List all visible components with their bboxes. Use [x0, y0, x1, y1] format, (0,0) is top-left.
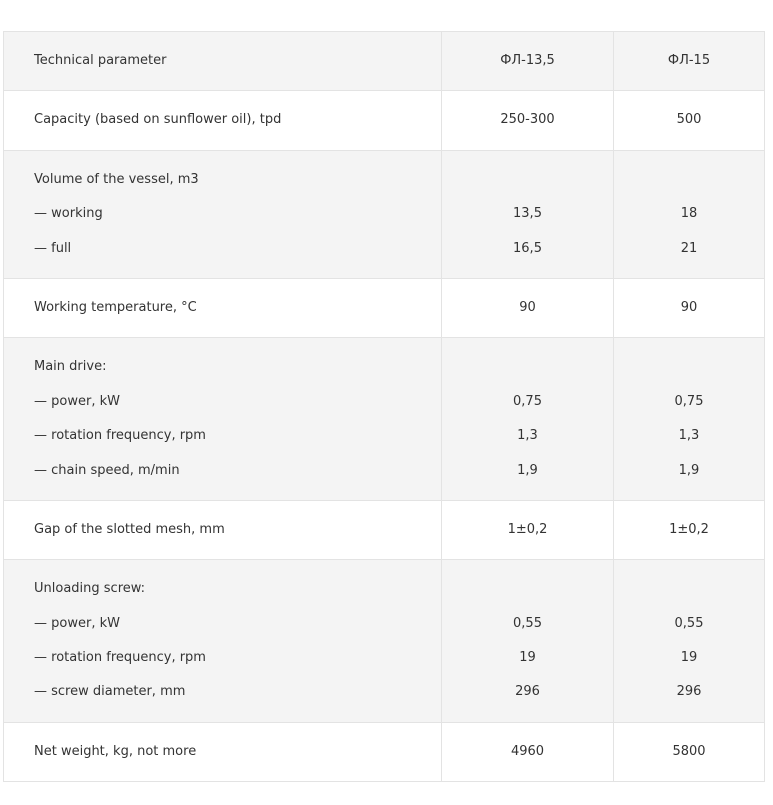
model-2-value-cell	[614, 338, 765, 501]
parameter-cell-line: Capacity (based on sunflower oil), tpd	[34, 112, 282, 128]
model-1-value-cell	[442, 150, 614, 278]
table-row	[4, 338, 765, 501]
table-row	[4, 560, 765, 723]
parameter-cell	[4, 150, 442, 278]
parameter-cell-line: Working temperature, °C	[34, 299, 197, 315]
header-model-2-label: ФЛ-15	[667, 53, 711, 68]
model-2-value-cell	[614, 500, 765, 559]
table-row	[4, 500, 765, 559]
parameter-cell	[4, 500, 442, 559]
parameter-cell-line: Volume of the vessel, m3	[34, 171, 199, 187]
model-1-value-cell-line: 250-300	[500, 112, 555, 128]
parameter-cell-line: Gap of the slotted mesh, mm	[34, 521, 225, 537]
model-1-value-cell-line: 13,5	[513, 206, 542, 222]
header-parameter-cell	[4, 32, 442, 91]
parameter-cell	[4, 278, 442, 337]
model-2-value-cell-line: 5800	[672, 743, 706, 759]
parameter-cell	[4, 338, 442, 501]
parameter-cell-line: — screw diameter, mm	[34, 684, 186, 700]
model-1-value-cell	[442, 500, 614, 559]
model-1-value-cell-line: 296	[515, 684, 540, 700]
model-2-value-cell-line: 1,9	[678, 462, 700, 478]
model-1-value-cell-line: 0,75	[513, 393, 542, 409]
model-1-value-cell-line: 0,55	[513, 615, 542, 631]
model-1-value-cell-line	[442, 350, 613, 384]
model-1-value-cell-line	[442, 572, 613, 606]
table-header-row	[4, 32, 765, 91]
model-2-value-cell-line	[614, 572, 764, 606]
model-2-value-cell	[614, 722, 765, 781]
model-2-value-cell-line: 1,3	[678, 428, 700, 444]
model-2-value-cell	[614, 278, 765, 337]
parameter-cell-line: — chain speed, m/min	[34, 462, 180, 478]
model-2-value-cell-line: 90	[680, 299, 698, 315]
parameter-cell-line: — rotation frequency, rpm	[34, 428, 206, 444]
parameter-cell	[4, 722, 442, 781]
parameter-cell-line: — working	[34, 206, 103, 222]
table-row	[4, 278, 765, 337]
parameter-cell	[4, 560, 442, 723]
parameter-cell-line: Unloading screw:	[34, 581, 146, 597]
model-1-value-cell	[442, 722, 614, 781]
model-1-value-cell-line	[442, 163, 613, 197]
model-2-value-cell-line: 21	[680, 240, 698, 256]
header-parameter-label: Technical parameter	[34, 53, 167, 68]
table-row	[4, 91, 765, 150]
model-2-value-cell	[614, 560, 765, 723]
model-2-value-cell-line	[614, 163, 764, 197]
model-1-value-cell-line: 1,9	[517, 462, 538, 478]
model-1-value-cell-line: 1±0,2	[507, 521, 548, 537]
parameter-cell-line: — power, kW	[34, 615, 120, 631]
model-1-value-cell-line: 16,5	[513, 240, 542, 256]
parameter-cell-line: — rotation frequency, rpm	[34, 650, 206, 666]
parameter-cell	[4, 91, 442, 150]
model-1-value-cell-line: 1,3	[517, 428, 538, 444]
header-model-2-cell	[614, 32, 765, 91]
table-row	[4, 722, 765, 781]
model-2-value-cell-line: 1±0,2	[669, 521, 709, 537]
model-2-value-cell-line	[614, 350, 764, 384]
model-2-value-cell-line: 500	[676, 112, 702, 128]
model-1-value-cell-line: 90	[519, 299, 536, 315]
model-1-value-cell-line: 19	[519, 650, 536, 666]
header-model-1-cell	[442, 32, 614, 91]
parameter-cell-line: Main drive:	[34, 359, 107, 375]
model-1-value-cell	[442, 278, 614, 337]
model-2-value-cell-line: 0,75	[674, 393, 704, 409]
model-2-value-cell-line: 18	[680, 206, 698, 222]
model-1-value-cell	[442, 560, 614, 723]
model-1-value-cell	[442, 338, 614, 501]
model-2-value-cell-line: 19	[680, 650, 698, 666]
model-2-value-cell-line: 296	[676, 684, 702, 700]
model-1-value-cell	[442, 91, 614, 150]
model-1-value-cell-line: 4960	[510, 743, 545, 759]
parameter-cell-line: — power, kW	[34, 393, 120, 409]
table-row	[4, 150, 765, 278]
parameter-cell-line: — full	[34, 240, 72, 256]
model-2-value-cell-line: 0,55	[674, 615, 704, 631]
model-2-value-cell	[614, 91, 765, 150]
parameter-cell-line: Net weight, kg, not more	[34, 743, 197, 759]
header-model-1-label: ФЛ-13,5	[500, 53, 555, 68]
model-2-value-cell	[614, 150, 765, 278]
specifications-table	[3, 31, 765, 782]
